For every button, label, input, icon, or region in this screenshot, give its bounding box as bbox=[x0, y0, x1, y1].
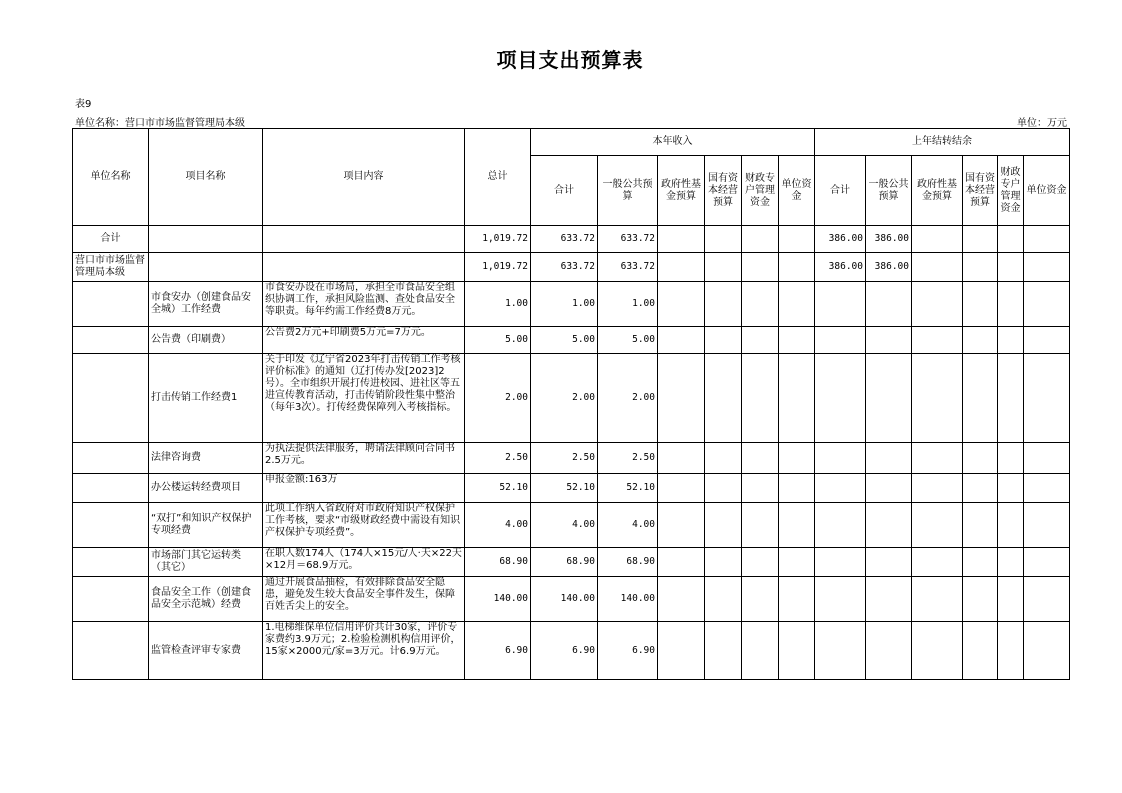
project-name: 市场部门其它运转类（其它） bbox=[149, 548, 263, 577]
project-content: 通过开展食品抽检，有效排除食品安全隐患，避免发生较大食品安全事件发生，保障百姓舌尖上的安全。 bbox=[263, 577, 465, 622]
budget-table bbox=[72, 128, 1070, 680]
project-name: 公告费（印刷费） bbox=[149, 327, 263, 354]
header-general-public: 一般公共预算 bbox=[598, 156, 658, 226]
unit-row-carry-general: 386.00 bbox=[866, 253, 912, 282]
total-row-general: 633.72 bbox=[598, 226, 658, 253]
project-name: 食品安全工作（创建食品安全示范城）经费 bbox=[149, 577, 263, 622]
unit-row-carry-sum: 386.00 bbox=[815, 253, 866, 282]
project-total: 52.10 bbox=[465, 474, 531, 503]
header-unit-funds: 单位资金 bbox=[779, 156, 815, 226]
table-row bbox=[73, 282, 1070, 327]
table-row bbox=[73, 474, 1070, 503]
project-total: 2.00 bbox=[465, 354, 531, 443]
project-sum: 52.10 bbox=[531, 474, 598, 503]
total-row bbox=[73, 226, 1070, 253]
header-fiscal-special: 财政专户管理资金 bbox=[742, 156, 779, 226]
project-total: 6.90 bbox=[465, 622, 531, 680]
project-sum: 140.00 bbox=[531, 577, 598, 622]
total-row-carry-sum: 386.00 bbox=[815, 226, 866, 253]
header-gov-fund: 政府性基金预算 bbox=[658, 156, 705, 226]
header-current-income: 本年收入 bbox=[531, 129, 815, 156]
table-row bbox=[73, 622, 1070, 680]
project-sum: 4.00 bbox=[531, 503, 598, 548]
project-general: 140.00 bbox=[598, 577, 658, 622]
header-prior-carryover: 上年结转结余 bbox=[815, 129, 1070, 156]
project-sum: 2.50 bbox=[531, 443, 598, 474]
project-sum: 5.00 bbox=[531, 327, 598, 354]
project-content: 市食安办设在市场局，承担全市食品安全组织协调工作，承担风险监测、查处食品安全等职责。每年约需工作经费8万元。 bbox=[263, 282, 465, 327]
project-general: 5.00 bbox=[598, 327, 658, 354]
project-total: 5.00 bbox=[465, 327, 531, 354]
total-row-label: 合计 bbox=[73, 226, 149, 253]
project-general: 1.00 bbox=[598, 282, 658, 327]
header-state-capital: 国有资本经营预算 bbox=[705, 156, 742, 226]
project-sum: 1.00 bbox=[531, 282, 598, 327]
header-carry-fiscal-special: 财政专户管理资金 bbox=[998, 156, 1024, 226]
header-sum: 合计 bbox=[531, 156, 598, 226]
project-name: “双打”和知识产权保护专项经费 bbox=[149, 503, 263, 548]
table-row bbox=[73, 577, 1070, 622]
header-carry-sum: 合计 bbox=[815, 156, 866, 226]
project-content: 1.电梯维保单位信用评价共计30家，评价专家费约3.9万元；2.检验检测机构信用评价，15家×2000元/家=3万元。计6.9万元。 bbox=[263, 622, 465, 680]
project-content: 为执法提供法律服务，聘请法律顾问合同书2.5万元。 bbox=[263, 443, 465, 474]
project-content: 在职人数174人（174人×15元/人·天×22天×12月＝68.9万元。 bbox=[263, 548, 465, 577]
project-content: 关于印发《辽宁省2023年打击传销工作考核评价标准》的通知（辽打传办发[2023]2号）。全市组织开展打传进校园、进社区等五进宣传教育活动，打击传销阶段性集中整治（每年3次）。打传经费保障列入考核指标。 bbox=[263, 354, 465, 443]
project-sum: 68.90 bbox=[531, 548, 598, 577]
project-total: 1.00 bbox=[465, 282, 531, 327]
header-project-content: 项目内容 bbox=[263, 129, 465, 226]
unit-name-label: 单位名称：营口市市场监督管理局本级 bbox=[75, 118, 245, 129]
unit-row-general: 633.72 bbox=[598, 253, 658, 282]
header-project-name: 项目名称 bbox=[149, 129, 263, 226]
project-content: 公告费2万元+印刷费5万元=7万元。 bbox=[263, 327, 465, 354]
total-row-carry-general: 386.00 bbox=[866, 226, 912, 253]
unit-row-name: 营口市市场监督管理局本级 bbox=[73, 253, 149, 282]
table-row bbox=[73, 327, 1070, 354]
total-row-total: 1,019.72 bbox=[465, 226, 531, 253]
project-name: 办公楼运转经费项目 bbox=[149, 474, 263, 503]
project-name: 市食安办（创建食品安全城）工作经费 bbox=[149, 282, 263, 327]
unit-row-total: 1,019.72 bbox=[465, 253, 531, 282]
table-row bbox=[73, 443, 1070, 474]
header-carry-general-public: 一般公共预算 bbox=[866, 156, 912, 226]
unit-row bbox=[73, 253, 1070, 282]
project-content: 此项工作纳入省政府对市政府知识产权保护工作考核，要求“市级财政经费中需设有知识产权保护专项经费”。 bbox=[263, 503, 465, 548]
project-total: 140.00 bbox=[465, 577, 531, 622]
project-general: 2.50 bbox=[598, 443, 658, 474]
table-row bbox=[73, 354, 1070, 443]
header-carry-state-capital: 国有资本经营预算 bbox=[963, 156, 998, 226]
project-content: 申报金额:163万 bbox=[263, 474, 465, 503]
project-general: 6.90 bbox=[598, 622, 658, 680]
project-name: 法律咨询费 bbox=[149, 443, 263, 474]
total-row-sum: 633.72 bbox=[531, 226, 598, 253]
header-carry-gov-fund: 政府性基金预算 bbox=[912, 156, 963, 226]
project-general: 52.10 bbox=[598, 474, 658, 503]
unit-row-sum: 633.72 bbox=[531, 253, 598, 282]
header-carry-unit-funds: 单位资金 bbox=[1024, 156, 1070, 226]
page-title: 项目支出预算表 bbox=[496, 48, 644, 72]
project-total: 2.50 bbox=[465, 443, 531, 474]
project-total: 68.90 bbox=[465, 548, 531, 577]
project-sum: 2.00 bbox=[531, 354, 598, 443]
project-name: 监管检查评审专家费 bbox=[149, 622, 263, 680]
table-number: 表9 bbox=[75, 99, 92, 110]
project-general: 2.00 bbox=[598, 354, 658, 443]
header-unit-name: 单位名称 bbox=[73, 129, 149, 226]
currency-unit-label: 单位：万元 bbox=[1017, 118, 1067, 129]
header-total: 总计 bbox=[465, 129, 531, 226]
project-sum: 6.90 bbox=[531, 622, 598, 680]
project-total: 4.00 bbox=[465, 503, 531, 548]
table-row bbox=[73, 503, 1070, 548]
project-name: 打击传销工作经费1 bbox=[149, 354, 263, 443]
project-general: 68.90 bbox=[598, 548, 658, 577]
project-general: 4.00 bbox=[598, 503, 658, 548]
table-row bbox=[73, 548, 1070, 577]
